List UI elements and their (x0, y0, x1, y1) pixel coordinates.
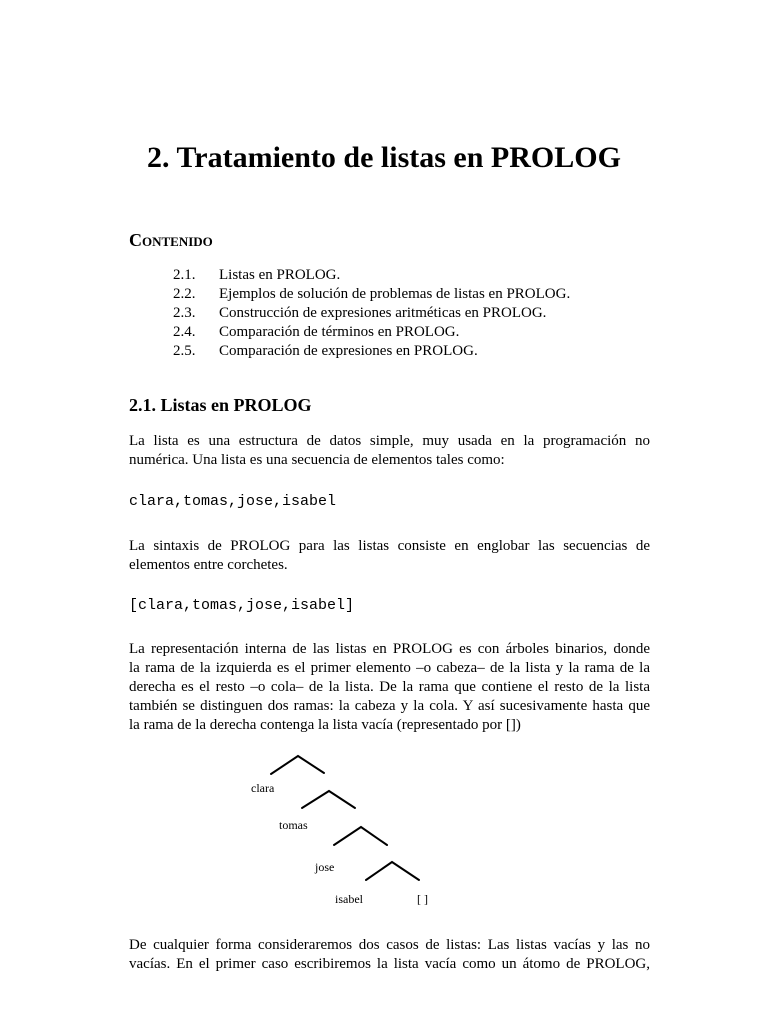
paragraph-line: De cualquier forma consideraremos dos casos de listas: Las listas vacías y las no (129, 937, 650, 953)
toc-item-number: 2.2. (173, 286, 196, 302)
toc-item-number: 2.5. (173, 343, 196, 359)
code-example-list: [clara,tomas,jose,isabel] (129, 597, 355, 614)
tree-branch (271, 756, 324, 774)
toc-item (173, 304, 570, 323)
toc-item-number: 2.1. (173, 267, 196, 283)
toc-item (173, 285, 570, 304)
tree-branch (334, 827, 387, 845)
toc-item-label: Comparación de términos en PROLOG. (219, 324, 460, 340)
table-of-contents (173, 266, 570, 361)
contents-heading (129, 227, 213, 255)
toc-item-label: Ejemplos de solución de problemas de listas en PROLOG. (219, 286, 571, 302)
toc-item (173, 342, 570, 361)
paragraph-list-cases (129, 936, 650, 974)
toc-item (173, 266, 570, 285)
paragraph-line: La lista es una estructura de datos simple, muy usada en la programación no (129, 433, 650, 449)
toc-item-label: Comparación de expresiones en PROLOG. (219, 343, 478, 359)
toc-item-number: 2.4. (173, 324, 196, 340)
paragraph-line: elementos entre corchetes. (129, 557, 288, 573)
paragraph-line: derecha es el resto –o cola– de la lista. De la rama que contiene el resto de la lista (129, 679, 650, 695)
paragraph-line: la rama de la derecha contenga la lista vacía (representado por []) (129, 717, 521, 733)
paragraph-line: La sintaxis de PROLOG para las listas consiste en englobar las secuencias de (129, 538, 650, 554)
paragraph-list-syntax (129, 537, 650, 575)
contents-heading-initial: C (129, 230, 142, 250)
tree-branch (366, 862, 419, 880)
contents-heading-rest: ONTENIDO (142, 234, 213, 249)
tree-branch (302, 791, 355, 808)
paragraph-line: también se distinguen dos ramas: la cabeza y la cola. Y así sucesivamente hasta que (129, 698, 650, 714)
toc-item-label: Construcción de expresiones aritméticas en PROLOG. (219, 305, 547, 321)
tree-node-label: jose (315, 860, 335, 874)
paragraph-line: la rama de la izquierda es el primer elemento –o cabeza– de la lista y la rama de la (129, 660, 650, 676)
paragraph-line: numérica. Una lista es una secuencia de elementos tales como: (129, 452, 505, 468)
paragraph-internal-representation (129, 640, 650, 735)
tree-node-label: isabel (335, 892, 363, 906)
code-example-sequence: clara,tomas,jose,isabel (129, 493, 337, 510)
chapter-title: 2. Tratamiento de listas en PROLOG (147, 141, 621, 174)
paragraph-line: vacías. En el primer caso escribiremos la lista vacía como un átomo de PROLOG, (129, 956, 650, 972)
toc-item (173, 323, 570, 342)
paragraph-line: La representación interna de las listas en PROLOG es con árboles binarios, donde (129, 641, 650, 657)
tree-node-label-empty-list: [ ] (417, 892, 428, 906)
section-heading: 2.1. Listas en PROLOG (129, 395, 312, 415)
toc-item-label: Listas en PROLOG. (219, 267, 341, 283)
tree-node-label: clara (251, 781, 275, 795)
paragraph-list-definition (129, 432, 650, 470)
tree-node-label: tomas (279, 818, 308, 832)
toc-item-number: 2.3. (173, 305, 196, 321)
